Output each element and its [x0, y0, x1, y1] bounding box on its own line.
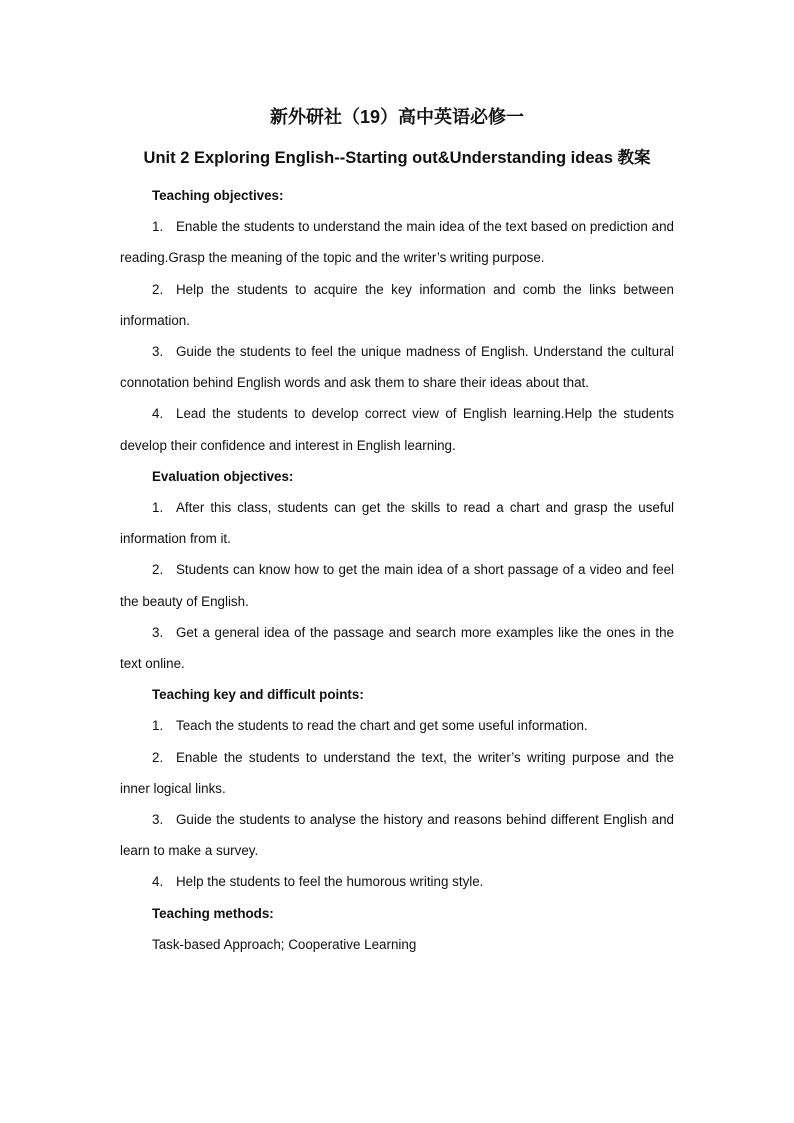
- list-item: [120, 554, 674, 616]
- list-item: [120, 804, 674, 866]
- section-heading-teaching-objectives: Teaching objectives:: [152, 188, 284, 203]
- teaching-methods-text: Task-based Approach; Cooperative Learning: [152, 936, 417, 952]
- item-number: 1.: [152, 718, 164, 734]
- item-number: 4.: [152, 406, 164, 422]
- document-body: [120, 180, 674, 960]
- item-text: Guide the students to analyse the history and reasons behind different English and learn to make a survey.: [120, 812, 674, 859]
- item-text: Lead the students to develop correct view of English learning.Help the students develop their confidence and interest in English learning.: [120, 406, 674, 453]
- document-title-english: Unit 2 Exploring English--Starting out&Understanding ideas 教案: [143, 149, 651, 167]
- item-text: Help the students to feel the humorous writing style.: [176, 874, 484, 890]
- list-item: [120, 617, 674, 679]
- item-number: 3.: [152, 624, 164, 640]
- item-number: 4.: [152, 874, 164, 890]
- item-text: Teach the students to read the chart and get some useful information.: [176, 718, 588, 734]
- item-number: 2.: [152, 749, 164, 765]
- item-number: 3.: [152, 344, 164, 360]
- section-heading-evaluation-objectives: Evaluation objectives:: [152, 468, 294, 484]
- list-item: [120, 336, 674, 398]
- list-item: [120, 710, 674, 741]
- list-item: [120, 742, 674, 804]
- list-item: [120, 866, 674, 897]
- item-number: 1.: [152, 500, 164, 516]
- section-heading-key-points: Teaching key and difficult points:: [152, 687, 364, 703]
- item-text: Enable the students to understand the text, the writer’s writing purpose and the inner logical links.: [120, 749, 674, 796]
- item-number: 2.: [152, 281, 164, 297]
- list-item: [120, 211, 674, 273]
- item-number: 3.: [152, 812, 164, 828]
- section-heading-teaching-methods: Teaching methods:: [152, 905, 274, 921]
- item-text: Guide the students to feel the unique madness of English. Understand the cultural connotation behind English words and ask them to share their ideas about that.: [120, 344, 674, 391]
- list-item: [120, 274, 674, 336]
- item-text: Get a general idea of the passage and search more examples like the ones in the text online.: [120, 624, 674, 672]
- document-title-chinese: 新外研社（19）高中英语必修一: [269, 107, 525, 127]
- item-number: 1.: [152, 219, 164, 235]
- item-text: Help the students to acquire the key information and comb the links between information.: [120, 281, 674, 328]
- item-text: Students can know how to get the main idea of a short passage of a video and feel the beauty of English.: [120, 562, 674, 609]
- item-number: 2.: [152, 562, 164, 578]
- list-item: [120, 398, 674, 460]
- item-text: After this class, students can get the skills to read a chart and grasp the useful information from it.: [120, 500, 674, 547]
- list-item: [120, 492, 674, 554]
- item-text: Enable the students to understand the main idea of the text based on prediction and reading.Grasp the meaning of the topic and the writer’s writing purpose.: [120, 219, 674, 266]
